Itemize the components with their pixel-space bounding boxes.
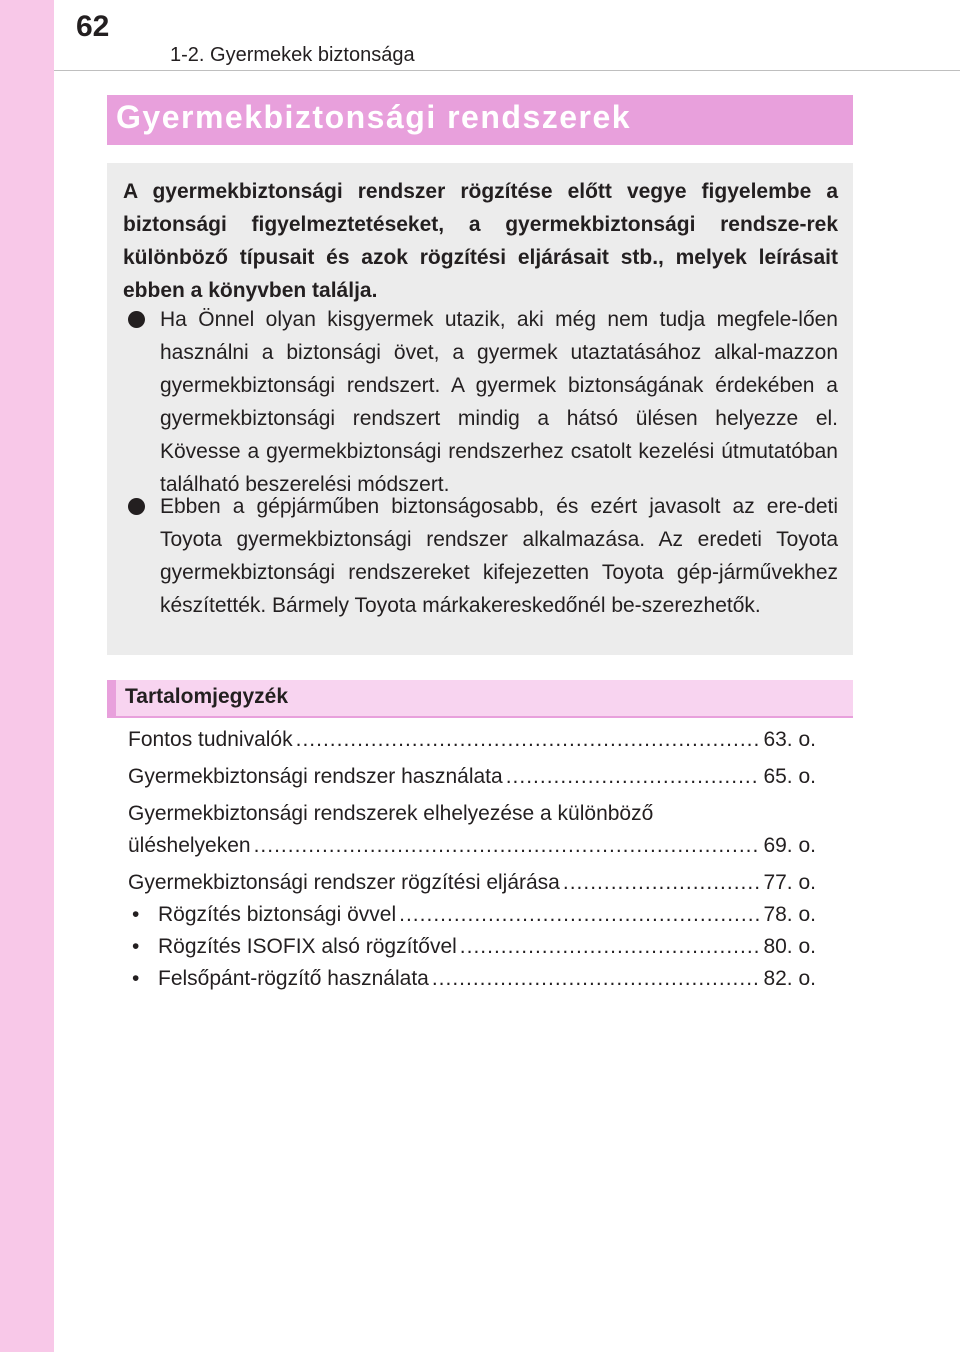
toc-entry-label-line1[interactable]: Gyermekbiztonsági rendszerek elhelyezése a különböző bbox=[128, 802, 654, 825]
sub-bullet-icon: • bbox=[132, 967, 140, 990]
toc-entry[interactable] bbox=[128, 765, 816, 797]
toc-sub-entry[interactable] bbox=[128, 935, 816, 967]
toc-entry-page: 63. o. bbox=[763, 728, 816, 751]
toc-sub-entry[interactable] bbox=[128, 967, 816, 999]
page-title: Gyermekbiztonsági rendszerek bbox=[116, 99, 632, 135]
toc-sub-entry-label-wrap bbox=[132, 967, 429, 991]
toc-heading: Tartalomjegyzék bbox=[125, 685, 289, 708]
toc-entry[interactable] bbox=[128, 834, 816, 866]
intro-bullet-text: Ebben a gépjárműben biztonságosabb, és ezért javasolt az ere-deti Toyota gyermekbiztonsági rendszer alkalmazása. Az eredeti Toyota gyermekbiztonsági rendszereket kifejezetten Toyota gép-járművekhez készítették. Bármely Toyota márkakereskedőnél be-szerezhetők. bbox=[160, 495, 838, 617]
intro-lead-paragraph: A gyermekbiztonsági rendszer rögzítése előtt vegye figyelembe a biztonsági figyelmeztetéseket, a gyermekbiztonsági rendsze-rek különböző típusait és azok rögzítési eljárásait stb., melyek leírásait ebben a könyvben találja. bbox=[123, 180, 838, 302]
toc-sub-entry-label: Rögzítés biztonsági övvel bbox=[158, 903, 397, 926]
toc-leader-dots bbox=[460, 935, 761, 959]
toc-entry[interactable] bbox=[128, 871, 816, 903]
toc-sub-entry-label: Rögzítés ISOFIX alsó rögzítővel bbox=[158, 935, 457, 958]
toc-entry-page: 69. o. bbox=[763, 834, 816, 857]
toc-sub-entry[interactable] bbox=[128, 903, 816, 935]
sub-bullet-icon: • bbox=[132, 903, 140, 926]
bullet-dot-icon bbox=[128, 498, 145, 515]
intro-bullet-item bbox=[128, 303, 838, 501]
toc-entry-label: Fontos tudnivalók bbox=[128, 728, 293, 751]
toc-entry-label: Gyermekbiztonsági rendszer használata bbox=[128, 765, 503, 788]
toc-sub-entry-label: Felsőpánt-rögzítő használata bbox=[158, 967, 429, 990]
toc-underline bbox=[107, 716, 853, 718]
side-color-strip bbox=[0, 0, 54, 1352]
toc-entry-label: Gyermekbiztonsági rendszer rögzítési eljárása bbox=[128, 871, 560, 894]
toc-entry-page: 82. o. bbox=[763, 967, 816, 990]
page-number: 62 bbox=[76, 10, 110, 43]
toc-entry-page: 65. o. bbox=[763, 765, 816, 788]
section-reference: 1-2. Gyermekek biztonsága bbox=[170, 44, 415, 66]
toc-leader-dots bbox=[399, 903, 760, 927]
toc-entry-label: üléshelyeken bbox=[128, 834, 251, 857]
toc-leader-dots bbox=[432, 967, 761, 991]
toc-leader-dots bbox=[296, 728, 761, 752]
toc-leader-dots bbox=[254, 834, 761, 858]
toc-entry-page: 78. o. bbox=[763, 903, 816, 926]
table-of-contents bbox=[128, 728, 816, 999]
toc-entry-page: 80. o. bbox=[763, 935, 816, 958]
header-divider bbox=[54, 70, 960, 71]
toc-entry[interactable] bbox=[128, 728, 816, 760]
toc-sub-entry-label-wrap bbox=[132, 903, 396, 927]
toc-leader-dots bbox=[563, 871, 761, 895]
sub-bullet-icon: • bbox=[132, 935, 140, 958]
toc-entry-page: 77. o. bbox=[763, 871, 816, 894]
bullet-dot-icon bbox=[128, 311, 145, 328]
toc-accent-bar bbox=[107, 680, 116, 718]
intro-bullet-text: Ha Önnel olyan kisgyermek utazik, aki még nem tudja megfele-lően használni a biztonsági övet, a gyermek utaztatásához alkal-mazzon gyermekbiztonsági rendszert. A gyermek biztonságának érdekében a gyermekbiztonsági rendszert mindig a hátsó ülésen helyezze el. Kövesse a gyermekbiztonsági rendszerhez csatolt kezelési útmutatóban található beszerelési módszert. bbox=[160, 308, 838, 496]
toc-sub-entry-label-wrap bbox=[132, 935, 457, 959]
intro-bullet-item bbox=[128, 490, 838, 622]
toc-leader-dots bbox=[506, 765, 761, 789]
